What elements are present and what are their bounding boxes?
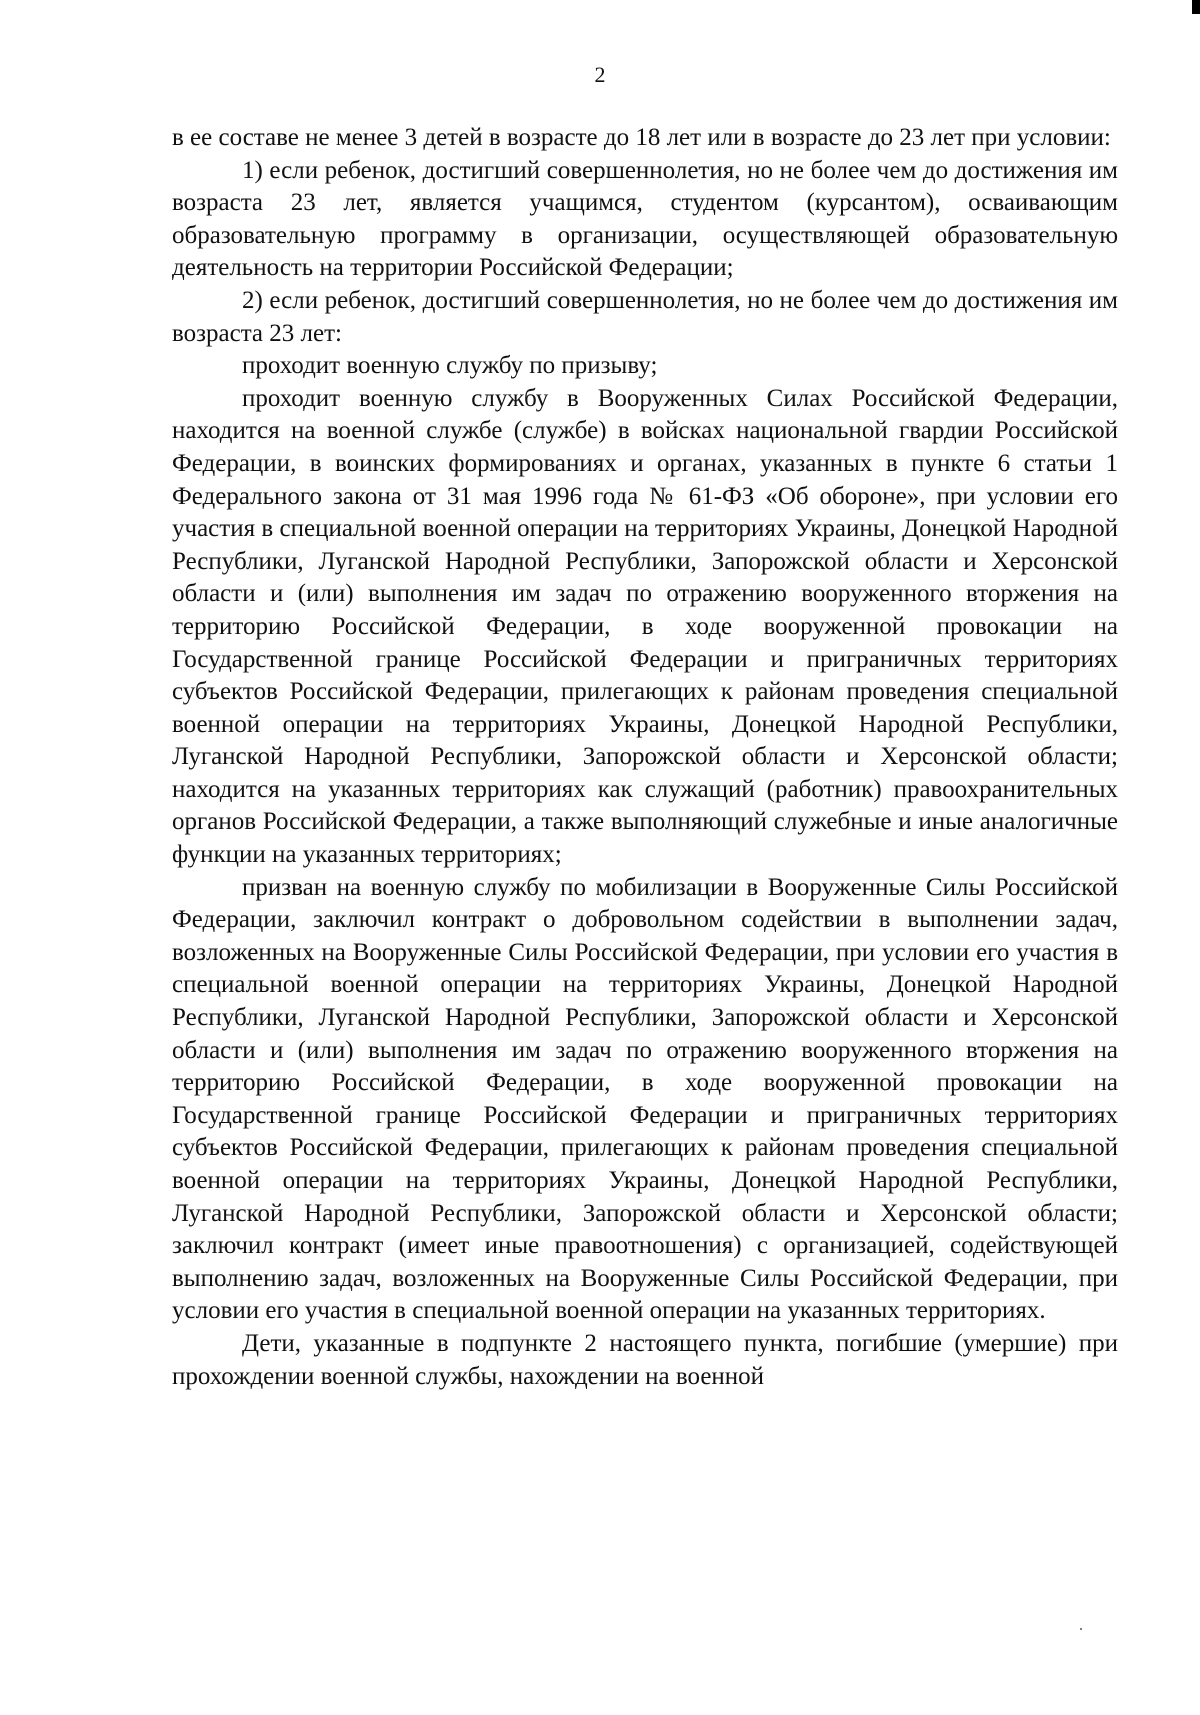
document-body bbox=[172, 122, 1118, 1393]
paragraph-children-deceased: Дети, указанные в подпункте 2 настоящего пункта, погибшие (умершие) при прохождении военной службы, нахождении на военной bbox=[172, 1329, 1118, 1390]
paragraph-conscription: проходит военную службу по призыву; bbox=[242, 352, 658, 380]
paragraph-condition-1: 1) если ребенок, достигший совершеннолетия, но не более чем до достижения им возраста 23 лет, является учащимся, студентом (курсантом), осваивающим образовательную программу в организации, осуществляющей образовательную деятельность на территории Российской Федерации; bbox=[172, 156, 1118, 282]
paragraph-mobilization: призван на военную службу по мобилизации в Вооруженные Силы Российской Федерации, заключил контракт о добровольном содействии в выполнении задач, возложенных на Вооруженные Силы Российской Федерации, при условии его участия в специальной военной операции на территориях Украины, Донецкой Народной Республики, Луганской Народной Республики, Запорожской области и Херсонской области и (или) выполнения им задач по отражению вооруженного вторжения на территорию Российской Федерации, в ходе вооруженной провокации на Государственной границе Российской Федерации и приграничных территориях субъектов Российской Федерации, прилегающих к районам проведения специальной военной операции на территориях Украины, Донецкой Народной Республики, Луганской Народной Республики, Запорожской области и Херсонской области; заключил контракт (имеет иные правоотношения) с организацией, содействующей выполнению задач, возложенных на Вооруженные Силы Российской Федерации, при условии его участия в специальной военной операции на указанных территориях. bbox=[172, 873, 1118, 1325]
paragraph-intro: в ее составе не менее 3 детей в возрасте до 18 лет или в возрасте до 23 лет при условии: bbox=[172, 124, 1111, 151]
scan-edge-mark bbox=[1192, 0, 1200, 14]
paragraph-condition-2: 2) если ребенок, достигший совершеннолетия, но не более чем до достижения им возраста 23 лет: bbox=[172, 286, 1118, 347]
paragraph-military-service: проходит военную службу в Вооруженных Силах Российской Федерации, находится на военной службе (службе) в войсках национальной гвардии Российской Федерации, в воинских формированиях и органах, указанных в пункте 6 статьи 1 Федерального закона от 31 мая 1996 года № 61-ФЗ «Об обороне», при условии его участия в специальной военной операции на территориях Украины, Донецкой Народной Республики, Луганской Народной Республики, Запорожской области и Херсонской области и (или) выполнения им задач по отражению вооруженного вторжения на территорию Российской Федерации, в ходе вооруженной провокации на Государственной границе Российской Федерации и приграничных территориях субъектов Российской Федерации, прилегающих к районам проведения специальной военной операции на территориях Украины, Донецкой Народной Республики, Луганской Народной Республики, Запорожской области и Херсонской области; находится на указанных территориях как служащий (работник) правоохранительных органов Российской Федерации, а также выполняющий служебные и иные аналогичные функции на указанных территориях; bbox=[172, 384, 1118, 869]
page-number: 2 bbox=[594, 62, 606, 87]
scan-speck bbox=[1080, 1628, 1082, 1630]
